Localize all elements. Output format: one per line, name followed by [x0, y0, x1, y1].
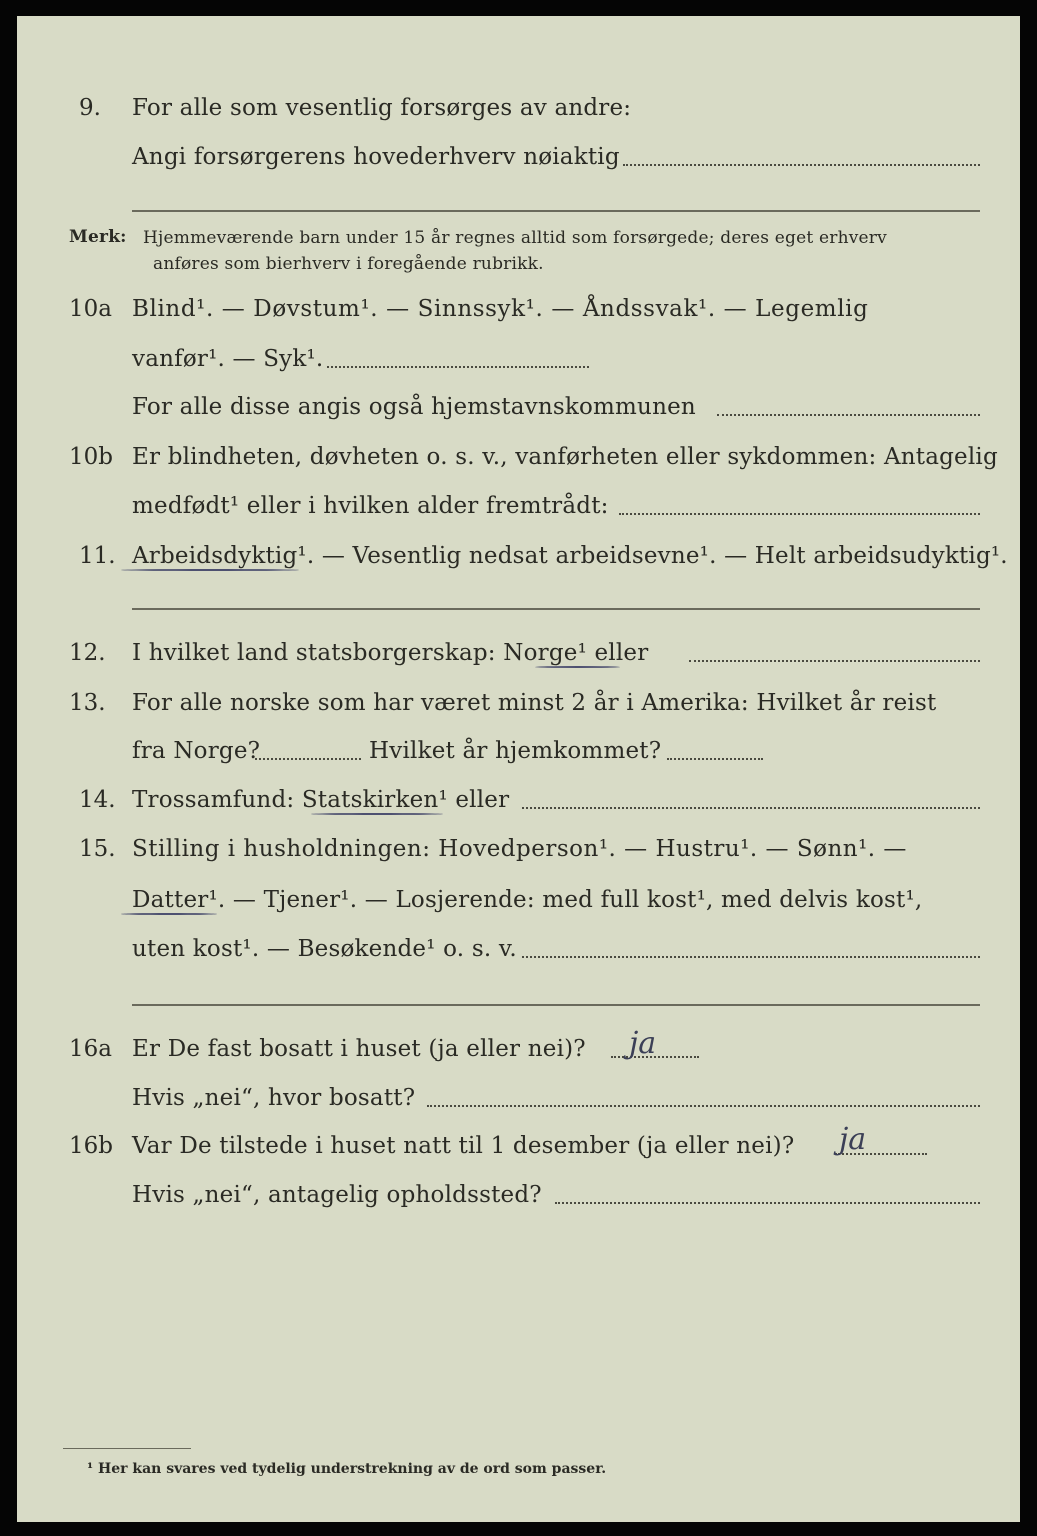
item-14-line1: Trossamfund: Statskirken¹ eller [132, 787, 510, 813]
item-10b-answer-line [619, 513, 980, 515]
item-14-answer-line [522, 807, 980, 809]
item-15-line3: uten kost¹. — Besøkende¹ o. s. v. [132, 936, 517, 962]
item-13-line1: For alle norske som har været minst 2 år i Amerika: Hvilket år reist [132, 690, 937, 716]
item-12-answer-line [689, 660, 980, 662]
census-form-page [17, 16, 1020, 1522]
item-15-line1: Stilling i husholdningen: Hovedperson¹. — Hustru¹. — Sønn¹. — [132, 836, 907, 862]
item-16a-handwritten-answer: ja [629, 1026, 657, 1061]
item-16a-number: 16a [69, 1036, 112, 1062]
item-10b-line2: medfødt¹ eller i hvilken alder fremtrådt: [132, 493, 609, 519]
item-14-handwritten-underline [311, 813, 443, 815]
item-16a-line1: Er De fast bosatt i huset (ja eller nei)? [132, 1036, 586, 1062]
item-16a-line2: Hvis „nei“, hvor bosatt? [132, 1085, 416, 1111]
item-11-extra-line [132, 608, 980, 610]
item-12-line1: I hvilket land statsborgerskap: Norge¹ eller [132, 640, 649, 666]
item-16b-whereabouts-line [555, 1202, 980, 1204]
item-9-number: 9. [79, 95, 101, 121]
item-16b-line1: Var De tilstede i huset natt til 1 desember (ja eller nei)? [132, 1133, 795, 1159]
item-9-answer-line [623, 164, 980, 166]
item-10a-line1: Blind¹. — Døvstum¹. — Sinnssyk¹. — Åndssvak¹. — Legemlig [132, 296, 869, 322]
item-10a-municipality-line [717, 414, 980, 416]
item-13-line2-part1: fra Norge? [132, 738, 261, 764]
item-13-year-returned-line [667, 758, 763, 760]
item-9-instruction: Angi forsørgerens hovederhverv nøiaktig [132, 144, 620, 170]
item-15-number: 15. [79, 836, 116, 862]
footnote-text: ¹ Her kan svares ved tydelig understrekning av de ord som passer. [87, 1461, 607, 1477]
item-16b-line2: Hvis „nei“, antagelig opholdssted? [132, 1182, 542, 1208]
item-16b-number: 16b [69, 1133, 113, 1159]
item-10a-line3: For alle disse angis også hjemstavnskommunen [132, 394, 696, 420]
note-text-line1: Hjemmeværende barn under 15 år regnes alltid som forsørgede; deres eget erhverv [143, 228, 887, 248]
item-16b-handwritten-answer: ja [839, 1122, 867, 1157]
item-12-handwritten-underline [535, 666, 620, 668]
item-15-answer-line [522, 956, 980, 958]
item-15-handwritten-underline [121, 913, 217, 915]
item-10b-number: 10b [69, 444, 113, 470]
footnote-separator [63, 1448, 191, 1449]
item-10a-answer-line [327, 366, 589, 368]
item-9-question: For alle som vesentlig forsørges av andre: [132, 95, 632, 121]
note-label: Merk: [69, 227, 127, 247]
item-11-number: 11. [79, 543, 116, 569]
item-11-handwritten-underline [121, 569, 299, 571]
item-13-line2-part2: Hvilket år hjemkommet? [369, 738, 662, 764]
item-15-line2: Datter¹. — Tjener¹. — Losjerende: med full kost¹, med delvis kost¹, [132, 887, 923, 913]
item-13-year-left-line [255, 758, 361, 760]
item-13-number: 13. [69, 690, 106, 716]
item-10b-line1: Er blindheten, døvheten o. s. v., vanførheten eller sykdommen: Antagelig [132, 444, 998, 470]
note-text-line2: anføres som bierhverv i foregående rubrikk. [153, 254, 544, 274]
item-10a-number: 10a [69, 296, 112, 322]
item-11-line1: Arbeidsdyktig¹. — Vesentlig nedsat arbeidsevne¹. — Helt arbeidsudyktig¹. [132, 543, 1008, 569]
item-14-number: 14. [79, 787, 116, 813]
item-12-number: 12. [69, 640, 106, 666]
item-10a-line2: vanfør¹. — Syk¹. [132, 346, 324, 372]
item-15-extra-line [132, 1004, 980, 1006]
item-16a-residence-line [427, 1105, 980, 1107]
item-9-extra-line [132, 210, 980, 212]
